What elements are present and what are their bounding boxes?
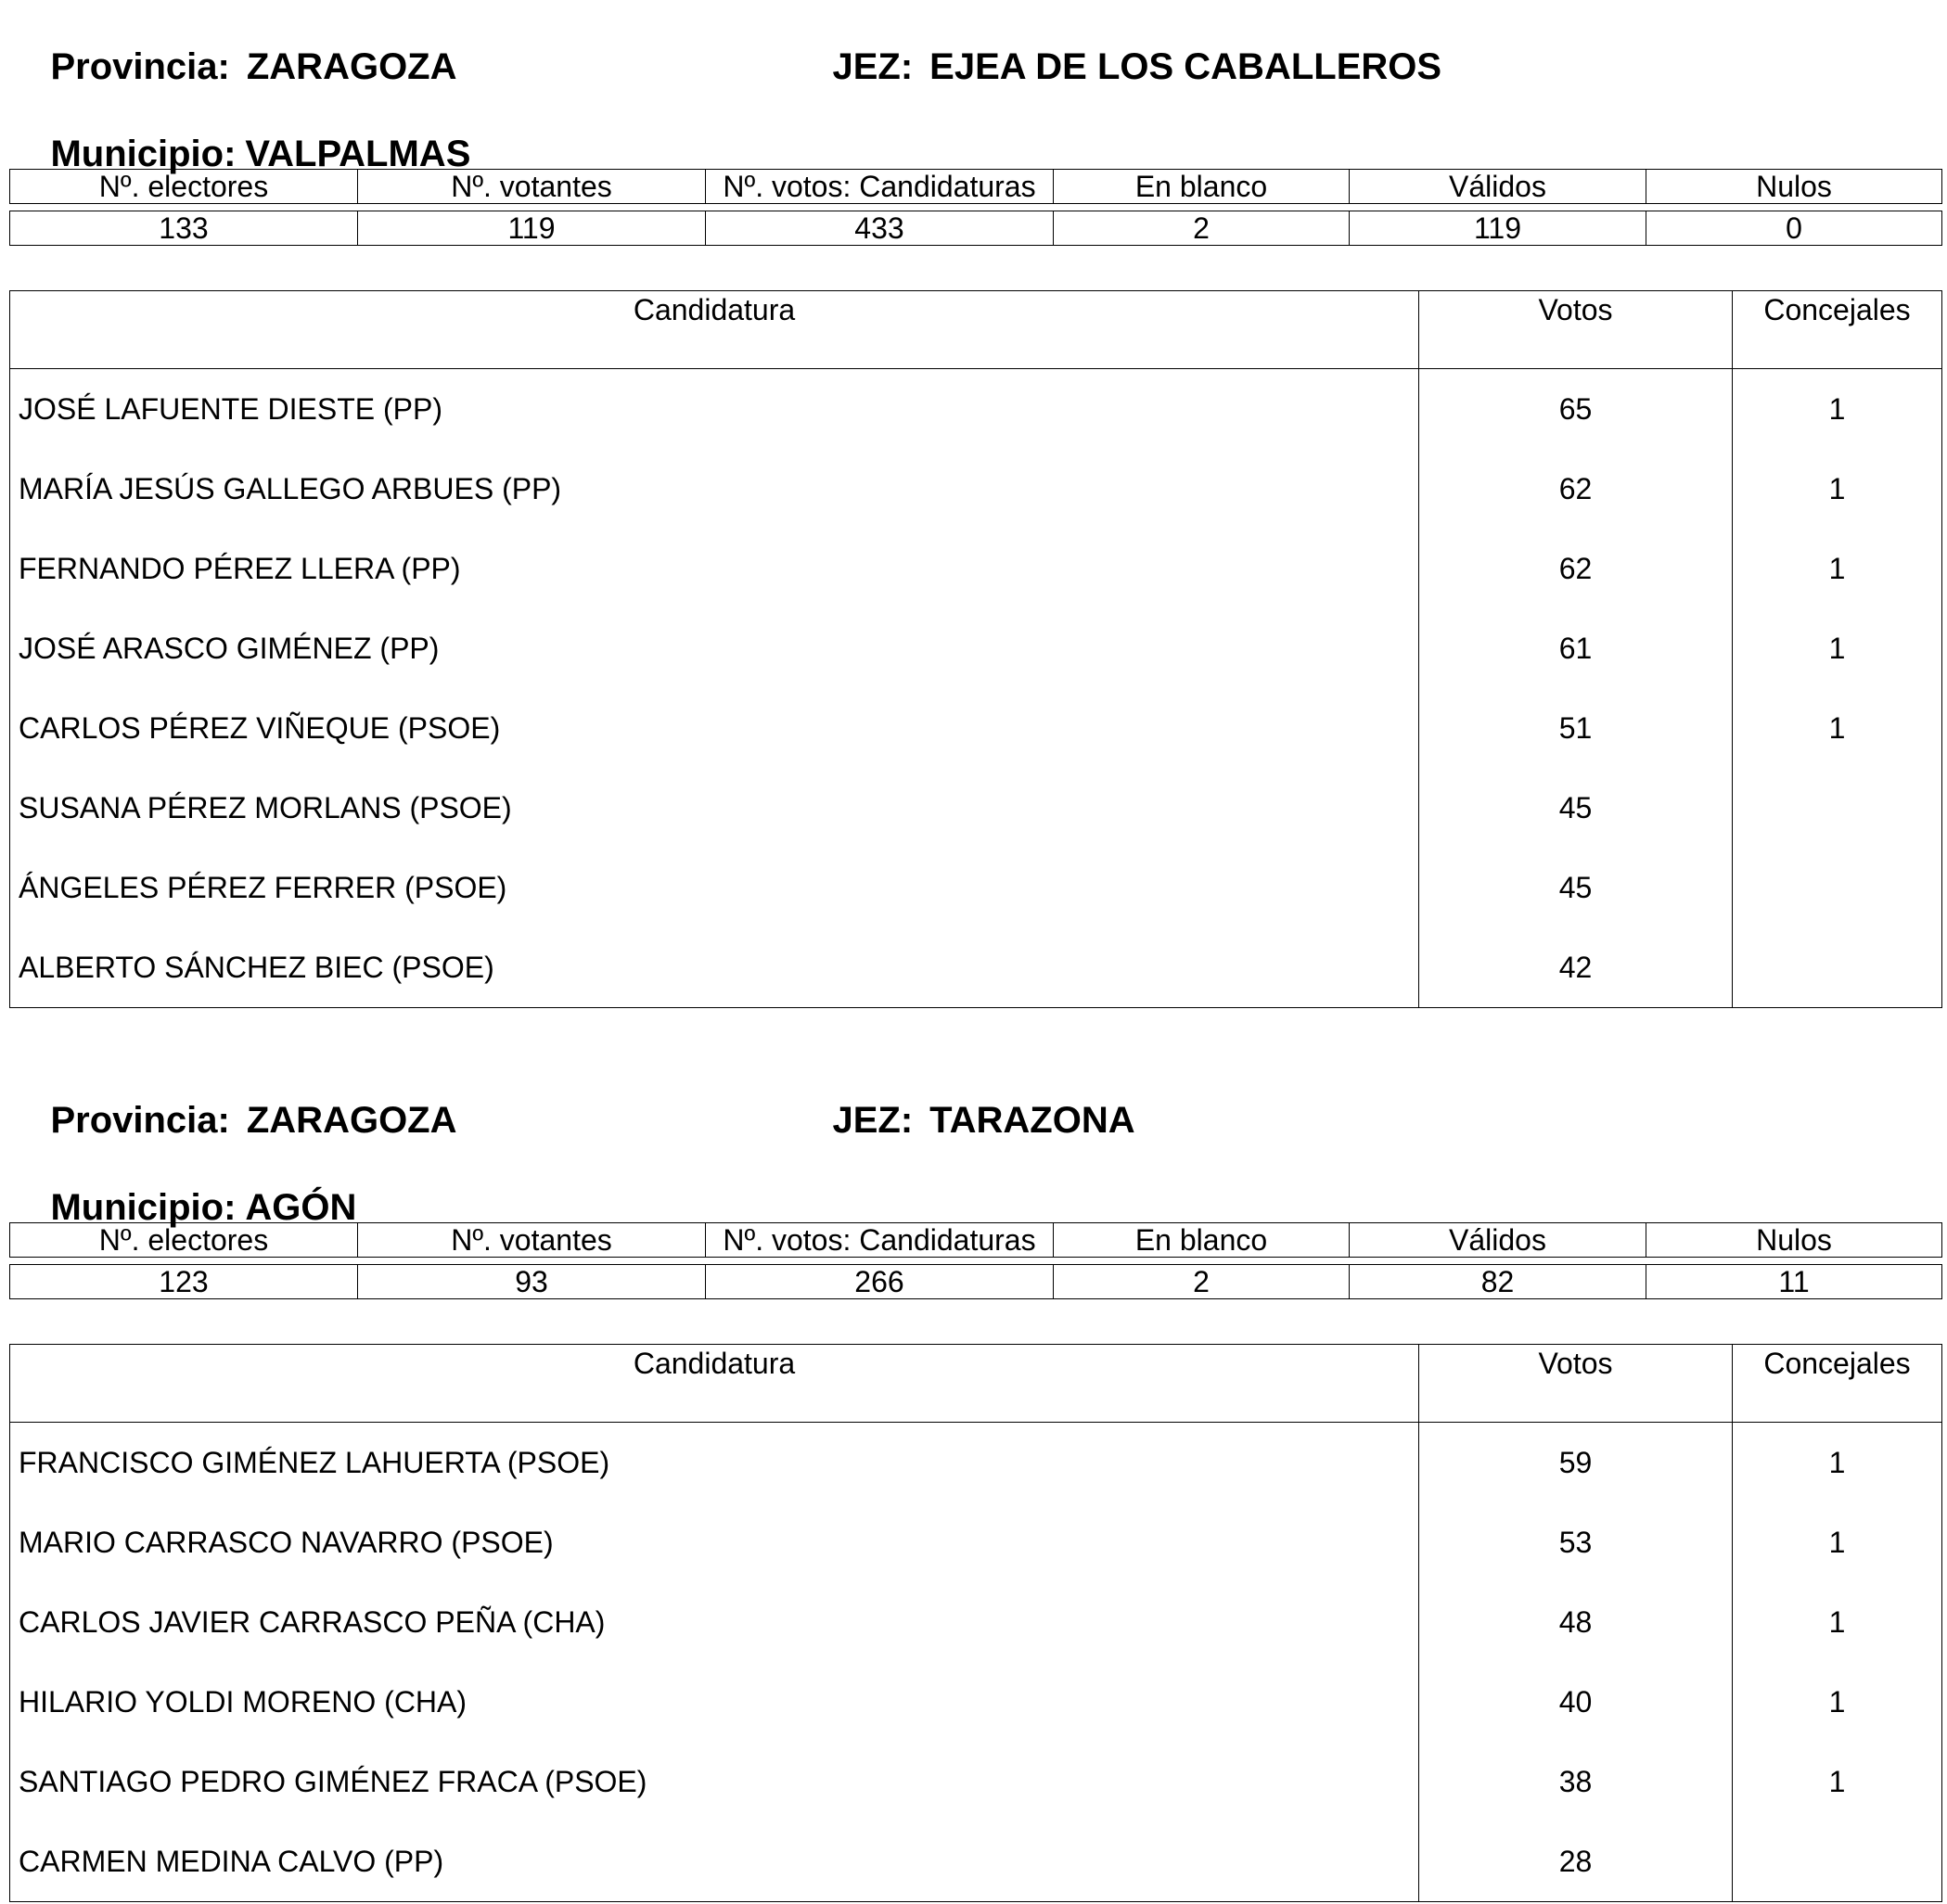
summary-header: Nº. votos: Candidaturas: [706, 1223, 1054, 1258]
summary-value: 11: [1646, 1265, 1942, 1299]
summary-table: [9, 1222, 1942, 1299]
table-row: [10, 1662, 1942, 1742]
summary-header: En blanco: [1054, 1223, 1350, 1258]
summary-header: Válidos: [1350, 1223, 1646, 1258]
table-row: [10, 1423, 1942, 1503]
provincia-label: Provincia:: [50, 46, 230, 87]
table-row: [10, 1582, 1942, 1662]
municipio-value: AGÓN: [245, 1187, 357, 1228]
concejales-header: Concejales: [1733, 1345, 1942, 1423]
summary-header: Nulos: [1646, 170, 1942, 204]
jez-heading: [791, 1054, 1135, 1187]
municipio-label: Municipio:: [50, 134, 237, 174]
table-row: [10, 848, 1942, 927]
candidates-table: [9, 1344, 1942, 1902]
municipio-value: VALPALMAS: [245, 134, 471, 174]
candidatura-header: Candidatura: [10, 1345, 1419, 1423]
candidate-concejales: 1: [1733, 529, 1942, 608]
provincia-label: Provincia:: [50, 1100, 230, 1141]
summary-header-row: [10, 170, 1942, 204]
candidate-votes: 65: [1419, 369, 1733, 450]
votos-header: Votos: [1419, 291, 1733, 369]
summary-value: 119: [358, 211, 706, 246]
candidates-header-row: [10, 1345, 1942, 1423]
summary-value: 266: [706, 1265, 1054, 1299]
summary-value: 123: [10, 1265, 358, 1299]
candidate-concejales: [1733, 927, 1942, 1008]
votos-header: Votos: [1419, 1345, 1733, 1423]
candidate-votes: 42: [1419, 927, 1733, 1008]
candidate-name: CARMEN MEDINA CALVO (PP): [10, 1821, 1419, 1902]
summary-value: 2: [1054, 211, 1350, 246]
summary-value: 2: [1054, 1265, 1350, 1299]
summary-value: 119: [1350, 211, 1646, 246]
candidate-name: SANTIAGO PEDRO GIMÉNEZ FRACA (PSOE): [10, 1742, 1419, 1821]
candidate-votes: 28: [1419, 1821, 1733, 1902]
summary-header: Nº. votos: Candidaturas: [706, 170, 1054, 204]
summary-value: 0: [1646, 211, 1942, 246]
summary-value-row: [10, 1265, 1942, 1299]
jez-label: JEZ:: [832, 1100, 914, 1141]
table-row: [10, 927, 1942, 1008]
candidate-concejales: 1: [1733, 1423, 1942, 1503]
candidate-votes: 48: [1419, 1582, 1733, 1662]
candidate-name: JOSÉ LAFUENTE DIESTE (PP): [10, 369, 1419, 450]
jez-label: JEZ:: [832, 46, 914, 87]
summary-value: 133: [10, 211, 358, 246]
candidate-name: ÁNGELES PÉREZ FERRER (PSOE): [10, 848, 1419, 927]
candidate-name: MARÍA JESÚS GALLEGO ARBUES (PP): [10, 449, 1419, 529]
summary-value: 82: [1350, 1265, 1646, 1299]
table-row: [10, 768, 1942, 848]
candidate-name: JOSÉ ARASCO GIMÉNEZ (PP): [10, 608, 1419, 688]
summary-header: Nulos: [1646, 1223, 1942, 1258]
candidate-concejales: [1733, 768, 1942, 848]
table-row: [10, 608, 1942, 688]
candidate-concejales: 1: [1733, 1502, 1942, 1582]
candidate-votes: 45: [1419, 768, 1733, 848]
municipio-label: Municipio:: [50, 1187, 237, 1228]
jez-value: EJEA DE LOS CABALLEROS: [929, 46, 1442, 87]
candidate-name: HILARIO YOLDI MORENO (CHA): [10, 1662, 1419, 1742]
candidate-concejales: 1: [1733, 1742, 1942, 1821]
jez-value: TARAZONA: [929, 1100, 1135, 1141]
summary-header: Nº. electores: [10, 170, 358, 204]
candidate-votes: 51: [1419, 688, 1733, 768]
jez-heading: [791, 0, 1441, 134]
summary-table: [9, 169, 1942, 246]
candidate-votes: 38: [1419, 1742, 1733, 1821]
candidate-concejales: 1: [1733, 608, 1942, 688]
provincia-value: ZARAGOZA: [246, 46, 457, 87]
table-row: [10, 688, 1942, 768]
candidate-name: ALBERTO SÁNCHEZ BIEC (PSOE): [10, 927, 1419, 1008]
candidate-name: MARIO CARRASCO NAVARRO (PSOE): [10, 1502, 1419, 1582]
table-row: [10, 369, 1942, 450]
candidate-name: FRANCISCO GIMÉNEZ LAHUERTA (PSOE): [10, 1423, 1419, 1503]
candidate-votes: 45: [1419, 848, 1733, 927]
candidates-table: [9, 290, 1942, 1008]
candidate-concejales: 1: [1733, 1582, 1942, 1662]
summary-value: 93: [358, 1265, 706, 1299]
candidate-votes: 40: [1419, 1662, 1733, 1742]
candidate-name: CARLOS PÉREZ VIÑEQUE (PSOE): [10, 688, 1419, 768]
summary-header-row: [10, 1223, 1942, 1258]
candidatura-header: Candidatura: [10, 291, 1419, 369]
summary-header: En blanco: [1054, 170, 1350, 204]
provincia-value: ZARAGOZA: [246, 1100, 457, 1141]
table-row: [10, 449, 1942, 529]
candidate-concejales: 1: [1733, 688, 1942, 768]
table-row: [10, 1502, 1942, 1582]
summary-value-row: [10, 211, 1942, 246]
candidate-concejales: [1733, 848, 1942, 927]
candidate-votes: 61: [1419, 608, 1733, 688]
candidate-votes: 62: [1419, 529, 1733, 608]
summary-header: Válidos: [1350, 170, 1646, 204]
table-row: [10, 529, 1942, 608]
summary-header: Nº. electores: [10, 1223, 358, 1258]
table-row: [10, 1742, 1942, 1821]
candidate-concejales: 1: [1733, 1662, 1942, 1742]
candidate-concejales: 1: [1733, 449, 1942, 529]
candidate-votes: 59: [1419, 1423, 1733, 1503]
summary-value: 433: [706, 211, 1054, 246]
summary-header: Nº. votantes: [358, 170, 706, 204]
candidate-name: SUSANA PÉREZ MORLANS (PSOE): [10, 768, 1419, 848]
candidate-votes: 53: [1419, 1502, 1733, 1582]
summary-header: Nº. votantes: [358, 1223, 706, 1258]
candidate-votes: 62: [1419, 449, 1733, 529]
candidate-name: CARLOS JAVIER CARRASCO PEÑA (CHA): [10, 1582, 1419, 1662]
candidate-name: FERNANDO PÉREZ LLERA (PP): [10, 529, 1419, 608]
candidate-concejales: [1733, 1821, 1942, 1902]
candidates-header-row: [10, 291, 1942, 369]
table-row: [10, 1821, 1942, 1902]
candidate-concejales: 1: [1733, 369, 1942, 450]
concejales-header: Concejales: [1733, 291, 1942, 369]
